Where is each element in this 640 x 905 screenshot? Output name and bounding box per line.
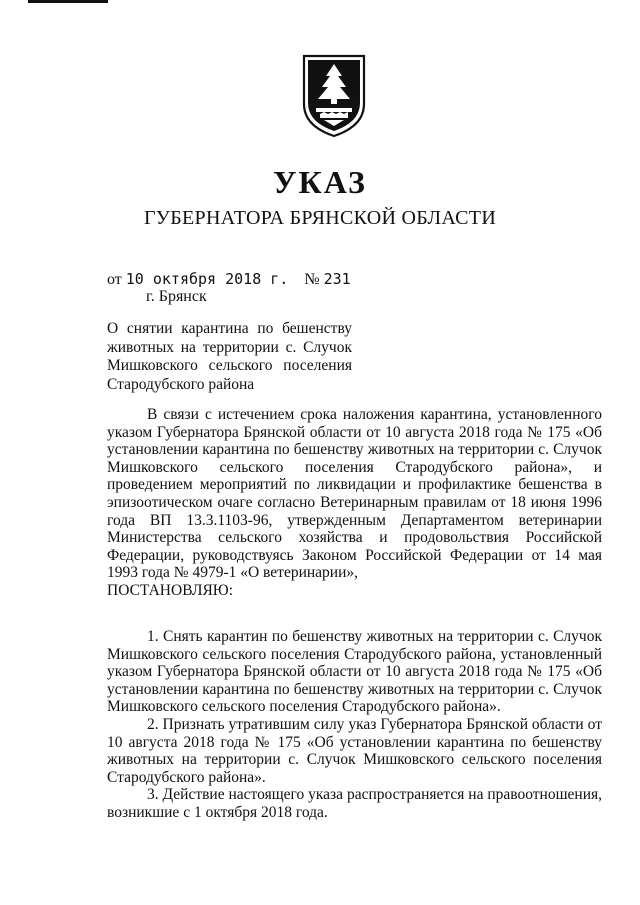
preamble: В связи с истечением срока наложения карантина, установленного указом Губернатора Брянской области от 10 августа 2018 года № 175 «Об установлении карантина по бешенству животных на территории с. Случок Мишковского сельского поселения Стародубского района», и проведением мероприятий по ликвидации и профилактике бешенства в эпизоотическом очаге согласно Ветеринарным правилам от 18 июня 1996 года ВП 13.3.1103-96, утвержденным Департаментом ветеринарии Министерства сельского хозяйства и продовольствия Российской Федерации, руководствуясь Законом Российской Федерации от 14 мая 1993 года № 4979-1 «О ветеринарии», — [107, 406, 602, 582]
document-number: 231 — [323, 270, 351, 288]
document-subtitle: ГУБЕРНАТОРА БРЯНСКОЙ ОБЛАСТИ — [143, 207, 497, 229]
decree-word: ПОСТАНОВЛЯЮ: — [107, 581, 234, 599]
document-subject: О снятии карантина по бешенству животных на территории с. Случок Мишковского сельского поселения Стародубского района — [107, 320, 352, 393]
number-prefix: № — [304, 271, 320, 288]
date-prefix: от — [107, 271, 122, 288]
top-rule — [28, 0, 108, 3]
preamble-section — [107, 406, 602, 600]
document-date: 10 октября 2018 г. — [125, 270, 289, 288]
bryansk-coat-of-arms-icon — [298, 52, 370, 138]
document-title: УКАЗ — [273, 164, 367, 200]
decree-item-1: 1. Снять карантин по бешенству животных на территории с. Случок Мишковского сельского поселения Стародубского района, установленный указом Губернатора Брянской области от 10 августа 2018 года № 175 «Об установлении карантина по бешенству животных на территории с. Случок Мишковского сельского поселения Стародубского района». — [107, 628, 602, 716]
decree-items — [107, 628, 602, 822]
decree-item-2: 2. Признать утратившим силу указ Губернатора Брянской области от 10 августа 2018 года № 175 «Об установлении карантина по бешенству животных на территории с. Случок Мишковского сельского поселения Стародубского района». — [107, 715, 602, 786]
date-line — [107, 270, 351, 289]
city: г. Брянск — [146, 288, 207, 305]
decree-item-3: 3. Действие настоящего указа распространяется на правоотношения, возникшие с 1 октября 2018 года. — [107, 786, 602, 821]
